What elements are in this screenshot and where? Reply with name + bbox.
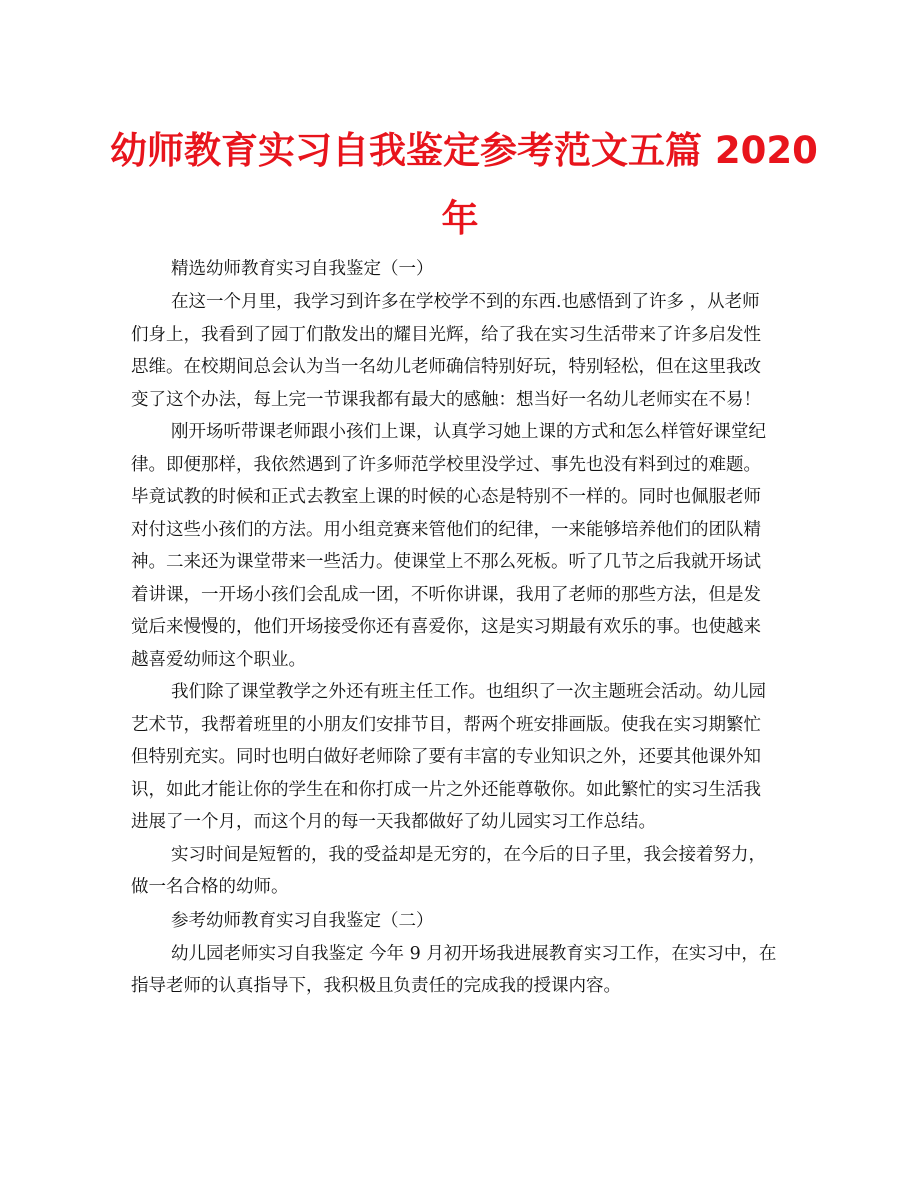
paragraph-line: 进展了一个月，而这个月的每一天我都做好了幼儿园实习工作总结。 xyxy=(131,812,656,832)
paragraph-line: 实习时间是短暂的，我的受益却是无穷的，在今后的日子里，我会接着努力， xyxy=(171,844,766,865)
paragraph-line: 在这一个月里，我学习到许多在学校学不到的东西.也感悟到了许多 ，从老师 xyxy=(171,292,760,312)
section-heading: 精选幼师教育实习自我鉴定（一） xyxy=(171,259,434,279)
paragraph-line: 神。二来还为课堂带来一些活力。使课堂上不那么死板。听了几节之后我就开场试 xyxy=(131,552,761,572)
document-title-line1: 幼师教育实习自我鉴定参考范文五篇 2020 xyxy=(110,129,818,172)
paragraph-line: 艺术节，我帮着班里的小朋友们安排节目，帮两个班安排画版。使我在实习期繁忙 xyxy=(131,714,761,735)
paragraph-line: 觉后来慢慢的，他们开场接受你还有喜爱你，这是实习期最有欢乐的事。也使越来 xyxy=(131,617,761,637)
paragraph-line: 变了这个办法，每上完一节课我都有最大的感触：想当好一名幼儿老师实在不易！ xyxy=(131,389,761,410)
paragraph-line: 越喜爱幼师这个职业。 xyxy=(131,649,306,670)
paragraph-line: 我们除了课堂教学之外还有班主任工作。也组织了一次主题班会活动。幼儿园 xyxy=(171,682,766,702)
document-title-line2: 年 xyxy=(441,197,479,240)
paragraph-line: 但特别充实。同时也明白做好老师除了要有丰富的专业知识之外，还要其他课外知 xyxy=(131,747,761,767)
paragraph-line: 律。即便那样，我依然遇到了许多师范学校里没学过、事先也没有料到过的难题。 xyxy=(131,454,761,475)
section-heading: 参考幼师教育实习自我鉴定（二） xyxy=(171,910,434,931)
paragraph-line: 幼儿园老师实习自我鉴定 今年 9 月初开场我进展教育实习工作，在实习中，在 xyxy=(171,943,777,964)
paragraph-line: 做一名合格的幼师。 xyxy=(131,877,289,897)
paragraph-line: 们身上，我看到了园丁们散发出的耀目光辉，给了我在实习生活带来了许多启发性 xyxy=(131,324,761,345)
paragraph-line: 着讲课，一开场小孩们会乱成一团，不听你讲课，我用了老师的那些方法，但是发 xyxy=(131,584,761,605)
paragraph-line: 思维。在校期间总会认为当一名幼儿老师确信特别好玩，特别轻松，但在这里我改 xyxy=(131,357,761,377)
paragraph-line: 刚开场听带课老师跟小孩们上课，认真学习她上课的方式和怎么样管好课堂纪 xyxy=(171,422,766,442)
paragraph-line: 识，如此才能让你的学生在和你打成一片之外还能尊敬你。如此繁忙的实习生活我 xyxy=(131,779,761,800)
paragraph-line: 对付这些小孩们的方法。用小组竞赛来管他们的纪律，一来能够培养他们的团队精 xyxy=(131,519,761,540)
paragraph-line: 指导老师的认真指导下，我积极且负责任的完成我的授课内容。 xyxy=(131,976,621,996)
paragraph-line: 毕竟试教的时候和正式去教室上课的时候的心态是特别不一样的。同时也佩服老师 xyxy=(131,487,761,507)
document-body xyxy=(131,252,793,1003)
